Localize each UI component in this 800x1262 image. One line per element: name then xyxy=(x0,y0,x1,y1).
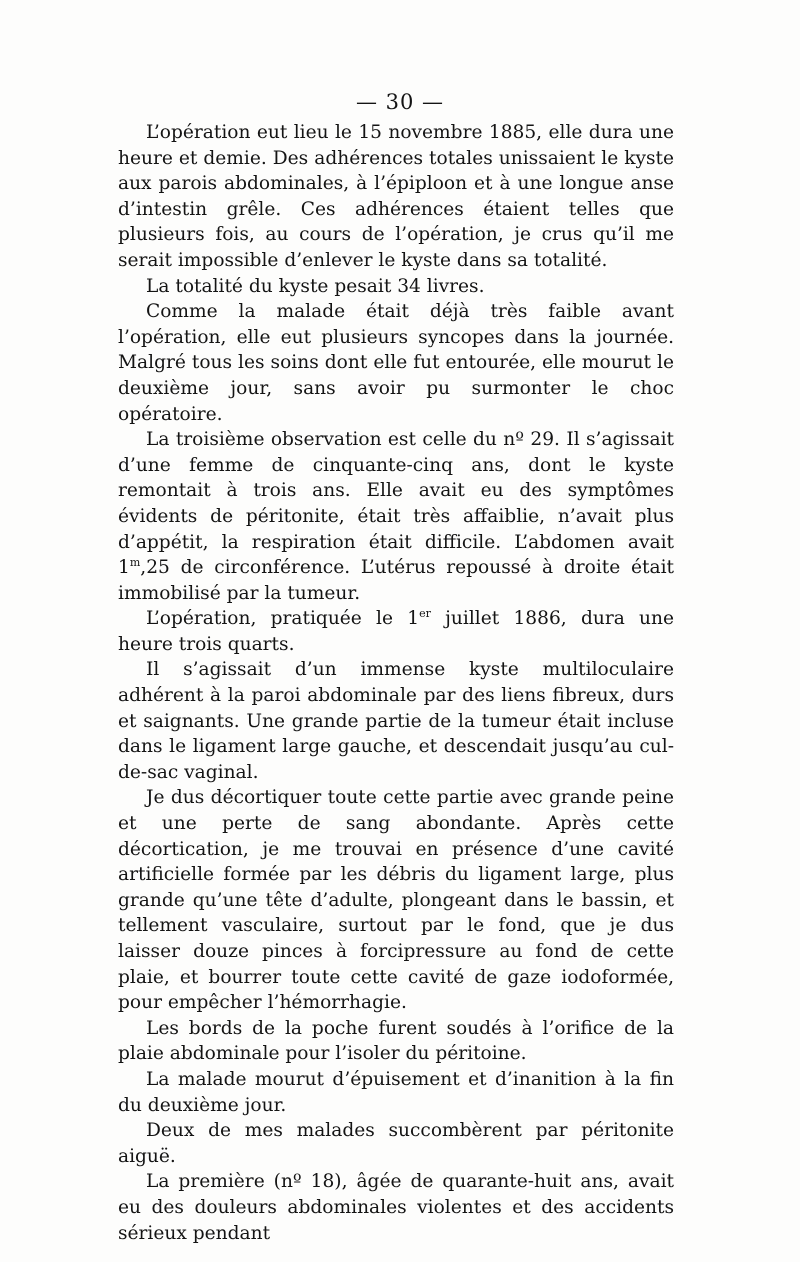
paragraph-patient-death: Comme la malade était déjà très faible avant l’opération, elle eut plusieurs syncopes dans la journée. Malgré tous les soins dont elle fut entourée, elle mourut le deuxième jour, sans avoir pu surmonter le choc opératoire. xyxy=(118,301,674,425)
paragraph-peritonitis: Deux de mes malades succombèrent par péritonite aiguë. xyxy=(118,1120,674,1167)
body-text xyxy=(118,120,674,1246)
third-observation-text: La troisième observation est celle du nº 29. Il s’agissait d’une femme de cinquante-cinq ans, dont le kyste remontait à trois ans. Elle avait eu des symptômes évidents de péritonite, était très affaiblie, n’avait plus d’appétit, la respiration était difficile. L’abdomen avait 1 xyxy=(118,429,674,579)
second-operation-text-end: juillet 1886, dura une heure trois quarts. xyxy=(118,608,674,655)
paragraph-third-observation xyxy=(118,427,674,606)
metre-superscript: m xyxy=(129,556,141,570)
paragraph-cyst-weight: La totalité du kyste pesait 34 livres. xyxy=(146,275,485,297)
paragraph-second-operation xyxy=(118,606,674,657)
paragraph-pouch-edges: Les bords de la poche furent soudés à l’orifice de la plaie abdominale pour l’isoler du péritoine. xyxy=(118,1017,674,1065)
third-observation-text-end: ,25 de circonférence. L’utérus repoussé à droite était immobilisé par la tumeur. xyxy=(118,557,674,604)
paragraph-cyst-description: Il s’agissait d’un immense kyste multiloculaire adhérent à la paroi abdominale par des liens fibreux, durs et saignants. Une grande partie de la tumeur était incluse dans le ligament large gauche, et descendait jusqu’au cul-de-sac vaginal. xyxy=(118,659,674,783)
second-operation-text: L’opération, pratiquée le 1 xyxy=(146,608,420,630)
premier-superscript: er xyxy=(419,607,431,621)
paragraph-operation-date: L’opération eut lieu le 15 novembre 1885, elle dura une heure et demie. Des adhérences totales unissaient le kyste aux parois abdominales, à l’épiploon et à une longue anse d’intestin grêle. Ces adhérences étaient telles que plusieurs fois, au cours de l’opération, je crus qu’il me serait impossible d’enlever le kyste dans sa totalité. xyxy=(118,122,674,271)
page-number: — 30 — xyxy=(355,90,445,114)
paragraph-exhaustion-death: La malade mourut d’épuisement et d’inanition à la fin du deuxième jour. xyxy=(118,1068,674,1116)
paragraph-first-patient: La première (nº 18), âgée de quarante-huit ans, avait eu des douleurs abdominales violentes et des accidents sérieux pendant xyxy=(118,1171,674,1244)
paragraph-decortication: Je dus décortiquer toute cette partie avec grande peine et une perte de sang abondante. Après cette décortication, je me trouvai en présence d’une cavité artificielle formée par les débris du ligament large, plus grande qu’une tête d’adulte, plongeant dans le bassin, et tellement vasculaire, surtout par le fond, que je dus laisser douze pinces à forcipressure au fond de cette plaie, et bourrer toute cette cavité de gaze iodoformée, pour empêcher l’hémorrhagie. xyxy=(118,787,674,1014)
